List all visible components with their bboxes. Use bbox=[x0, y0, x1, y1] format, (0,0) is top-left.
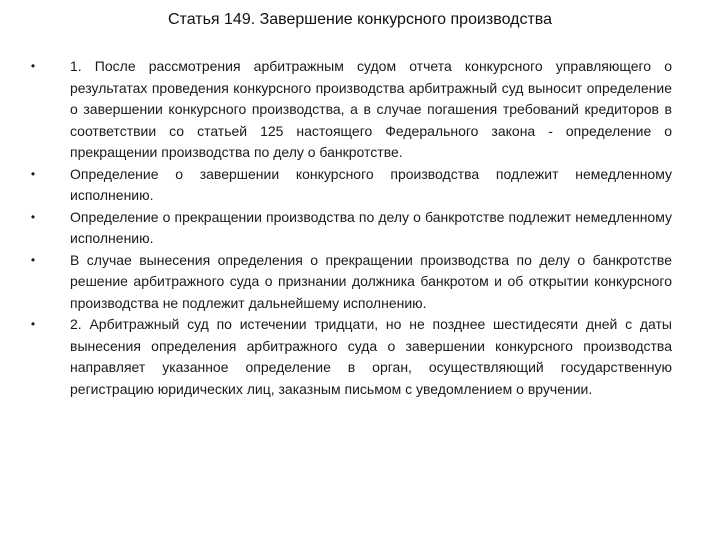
list-item bbox=[26, 56, 672, 164]
bullet-icon: • bbox=[30, 59, 36, 73]
bullet-icon: • bbox=[30, 252, 36, 267]
list-item bbox=[26, 314, 672, 400]
bullet-icon: • bbox=[30, 209, 36, 224]
list-item bbox=[26, 207, 672, 250]
bullet-list bbox=[26, 56, 672, 400]
bullet-icon: • bbox=[30, 166, 36, 181]
list-item-text: 2. Арбитражный суд по истечении тридцати, но не позднее шестидесяти дней с даты вынесения определения арбитражного суда о завершении конкурсного производства направляет указанное определение в орган, осуществляющий государственную регистрацию юридических лиц, заказным письмом с уведомлением о вручении. bbox=[70, 316, 672, 397]
bullet-icon: • bbox=[30, 317, 36, 331]
list-item-text: В случае вынесения определения о прекращении производства по делу о банкротстве решение арбитражного суда о признании должника банкротом и об открытии конкурсного производства не подлежит дальнейшему исполнению. bbox=[70, 251, 672, 311]
list-item-text: 1. После рассмотрения арбитражным судом отчета конкурсного управляющего о результатах проведения конкурсного производства арбитражный суд выносит определение о завершении конкурсного производства, а в случае погашения требований кредиторов в соответствии со статьей 125 настоящего Федерального закона - определение о прекращении производства по делу о банкротстве. bbox=[70, 58, 672, 160]
page-title: Статья 149. Завершение конкурсного производства bbox=[168, 11, 552, 28]
list-item bbox=[26, 250, 672, 315]
list-item-text: Определение о завершении конкурсного производства подлежит немедленному исполнению. bbox=[70, 165, 672, 203]
list-item-text: Определение о прекращении производства по делу о банкротстве подлежит немедленному исполнению. bbox=[70, 208, 672, 246]
list-item bbox=[26, 164, 672, 207]
